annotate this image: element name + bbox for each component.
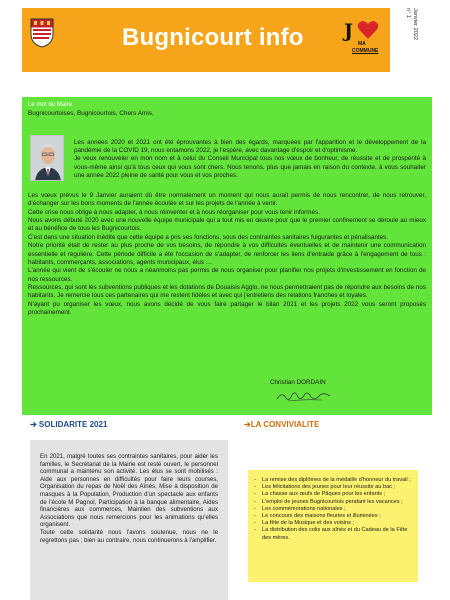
section-title-convivialite: ➔LA CONVIVIALITE bbox=[244, 420, 320, 429]
editorial-paragraph: N'ayant pu organiser les vœux, nous avons décidé de vous faire partager le bilan 2021 et les projets 2022 vous seront proposés prochainement. bbox=[28, 300, 426, 316]
solidarite-paragraph: En 2021, malgré toutes ses contraintes sanitaires, pour aider les familles, le Secrétariat de la Mairie est resté ouvert, le personnel communal a maintenu son activité. Les élus se sont mobilisés : Aide aux personnes en difficultés pour faire leurs courses, Organisation du repas de Noël des Aînés, Mise à disposition de masques à la Population, Production d'un spectacle aux enfants de l'école M Pagnol, Participation à la banque alimentaire, Aides financières aux commerces, Maintien des subventions aux Associations que nous remercions pour les animations qu'elles organisent. bbox=[40, 453, 218, 529]
list-item: - La chasse aux œufs de Pâques pour les enfants ; bbox=[254, 491, 412, 498]
jaime-ma-commune-logo bbox=[344, 20, 386, 60]
editorial-paragraph: Notre priorité était de rester au plus proche de vos besoins, de répondre à vos difficultés éventuelles et de maintenir une communication essentielle et régulière. Cette période difficile a été l'occasion de s'adapter, de renforcer les liens d'entraide grâce à l'engagement de tous : habitants, commerçants, associations, agents municipaux, élus … bbox=[28, 242, 426, 266]
editorial-paragraph: L'année qui vient de s'écouler ne nous a néanmoins pas permis de nous organiser pour planifier nos projets d'investissement en fonction de nos ressources. bbox=[28, 267, 426, 283]
editorial-paragraph: Ressources, qui sont les subventions publiques et les dotations de Douaisis Agglo, ne nous permettraient pas de répondre aux besoins de nos habitants. Je remercie tous ces partenaires qui me restent fidèles et avec qui j'entretiens des relations franches et loyales. bbox=[28, 284, 426, 300]
editorial-heading: Le mot du Maire bbox=[28, 101, 73, 108]
signature-name: Christian DORDAIN bbox=[270, 379, 326, 386]
editorial-paragraph: Cette crise nous oblige à nous adapter, à nous réinventer et à nous réorganiser pour vous tenir informés. bbox=[28, 208, 320, 216]
issue-date: Janvier 2022 bbox=[412, 8, 418, 41]
logo-ma: MA bbox=[358, 41, 366, 47]
section-title-solidarite: ➔ SOLIDARITE 2021 bbox=[30, 420, 108, 429]
convivialite-list bbox=[254, 477, 412, 542]
editorial-header bbox=[28, 101, 228, 118]
list-item: - La distribution des colis aux aînés et du Cadeau de la Fête des mères. bbox=[254, 527, 412, 541]
editorial-greeting: Bugnicourtoises, Bugnicourtois, Chers Amis, bbox=[28, 110, 154, 118]
solidarite-paragraph: Toute cette solidarité nous l'avons soutenue, nous ne le regrettons pas ; bien au contraire, nous continuerons à l'amplifier. bbox=[40, 529, 218, 545]
list-item: - La fête de la Musique et des voisins ; bbox=[254, 520, 412, 527]
list-item: - Les félicitations des jeunes pour leur réussite au bac ; bbox=[254, 484, 412, 491]
editorial-paragraph: C'est dans une situation inédite que cette équipe a pris ses fonctions, sous des contraintes sanitaires fulgurantes et pénalisantes. bbox=[28, 233, 388, 241]
issue-info bbox=[400, 8, 424, 68]
editorial-paragraph: Je veux renouveler en mon nom et à celui du Conseil Municipal tous nos vœux de bonheur, de réussite et de prospérité à vous-même ainsi qu'à tous ceux qui vous sont chers. Nous tenons, plus que jamais en raison du contexte, à vous souhaiter une année 2022 pleine de santé pour vous et vos proches. bbox=[74, 155, 426, 179]
list-item: - Le concours des maisons fleuries et illuminées ; bbox=[254, 513, 412, 520]
header-banner bbox=[22, 8, 390, 72]
editorial-paragraph: Les années 2020 et 2021 ont été éprouvantes à bien des égards, marquées par l'apparition et le développement de la pandémie de la COVID 19, nous entamons 2022, je l'espère, avec davantage d'espoir et d'optimisme. bbox=[74, 139, 426, 155]
mayor-photo bbox=[30, 135, 64, 181]
list-item: - La remise des diplômes de la médaille d'honneur du travail ; bbox=[254, 477, 412, 484]
logo-letter: J bbox=[344, 20, 353, 42]
convivialite-box bbox=[248, 470, 418, 582]
editorial-paragraph: Nous avons débuté 2020 avec une nouvelle équipe municipale qui a tout mis en œuvre pour que le premier confinement se déroule au mieux et au bénéfice de tous les Bugnicourtois. bbox=[28, 217, 426, 233]
portrait-icon bbox=[31, 136, 64, 181]
heart-icon bbox=[357, 20, 379, 40]
mayor-editorial bbox=[22, 97, 432, 415]
logo-commune: COMMUNE bbox=[352, 48, 379, 54]
editorial-paragraph: Les vœux prévus le 9 Janvier auraient dû être normalement un moment qui nous aurait permis de nous rencontrer, de nous retrouver, d'échanger sur les bons moments de l'année écoulée et sur les projets de l'année à venir. bbox=[28, 192, 426, 208]
solidarite-box bbox=[30, 440, 228, 600]
list-item: - L'emploi de jeunes Bugnicourtois pendant les vacances ; bbox=[254, 499, 412, 506]
issue-number: n° 1 bbox=[405, 8, 411, 19]
handwritten-signature bbox=[274, 389, 334, 403]
crest-icon bbox=[30, 18, 54, 48]
list-item: - Les commémorations nationales ; bbox=[254, 506, 412, 513]
page-title: Bugnicourt info bbox=[122, 24, 304, 51]
editorial-intro bbox=[74, 139, 426, 180]
editorial-body bbox=[28, 192, 426, 317]
